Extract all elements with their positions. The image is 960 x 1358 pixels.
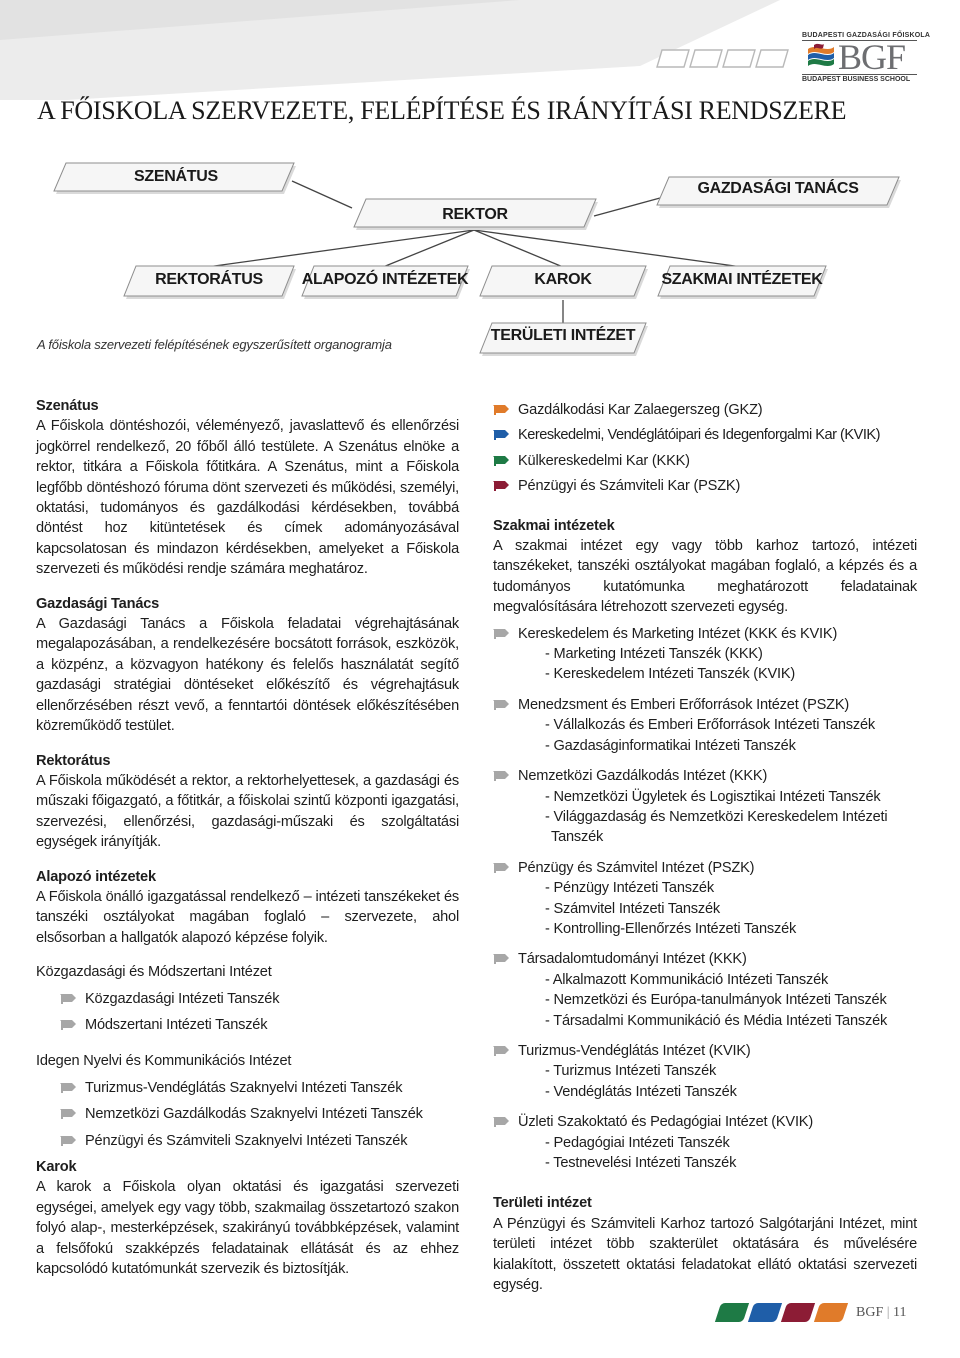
flag-icon bbox=[60, 1135, 77, 1146]
flag-icon bbox=[60, 1019, 77, 1030]
org-senate-label: SZENÁTUS bbox=[134, 168, 218, 185]
footer-swatch-blue bbox=[748, 1303, 782, 1322]
org-node-faculties bbox=[478, 265, 648, 297]
flag-icon bbox=[493, 770, 510, 781]
org-rector-label: REKTOR bbox=[442, 206, 508, 223]
org-node-professional-institutes bbox=[656, 265, 828, 297]
flag-icon bbox=[493, 1116, 510, 1127]
organogram-caption: A főiskola szervezeti felépítésének egyszerűsített organogramja bbox=[37, 337, 392, 352]
faculty-item: Külkereskedelmi Kar (KKK) bbox=[493, 451, 917, 471]
logo-bottom-text: BUDAPEST BUSINESS SCHOOL bbox=[802, 74, 917, 83]
logo-top-text: BUDAPESTI GAZDASÁGI FŐISKOLA bbox=[802, 32, 931, 39]
institute-block: Menedzsment és Emberi Erőforrások Intézet (PSZK) - Vállalkozás és Emberi Erőforrások Intézeti Tanszék - Gazdaságinformatikai Intézeti Tanszék bbox=[493, 695, 917, 756]
list-item: Módszertani Intézeti Tanszék bbox=[60, 1015, 459, 1035]
list-item: Pénzügyi és Számviteli Szaknyelvi Intézeti Tanszék bbox=[60, 1131, 459, 1151]
faculties-text: A karok a Főiskola olyan oktatási és igazgatási szervezeti egységei, amelyek egy vagy több, szakmailag összetartozó szakon folyó alap-, mesterképzések, szakirányú továbbképzések, valamint a felsőfokú szakképzés feladatainak ellátását és az ehhez kapcsolódó kutatómunkát szervezik és biztosítják. bbox=[36, 1179, 459, 1278]
org-faculties-label: KAROK bbox=[534, 271, 592, 288]
flag-icon bbox=[60, 1082, 77, 1093]
flag-icon bbox=[60, 1108, 77, 1119]
page-footer bbox=[714, 1303, 914, 1325]
basic-institutes-text: A Főiskola önálló igazgatással rendelkező – intézeti tanszékeket és tanszéki osztályokat magában foglaló – szervezete, ahol elsősorban a hallgatók alapozó képzése folyik. bbox=[36, 888, 459, 946]
flag-icon bbox=[493, 455, 510, 466]
org-node-rectorate bbox=[122, 265, 296, 297]
institute-block: Nemzetközi Gazdálkodás Intézet (KKK) - Nemzetközi Ügyletek és Logisztikai Intézeti Tanszék - Világgazdaság és Nemzetközi Kereskedelem Intézeti Tanszék bbox=[493, 766, 917, 848]
list-item: Közgazdasági Intézeti Tanszék bbox=[60, 989, 459, 1009]
org-node-economic-council bbox=[655, 176, 901, 208]
faculty-item: Kereskedelmi, Vendéglátóipari és Idegenforgalmi Kar (KVIK) bbox=[493, 425, 917, 445]
flag-icon bbox=[493, 1045, 510, 1056]
list-item: Turizmus-Vendéglátás Szaknyelvi Intézeti Tanszék bbox=[60, 1078, 459, 1098]
org-regional-institute-label: TERÜLETI INTÉZET bbox=[490, 327, 636, 344]
institute-block: Társadalomtudományi Intézet (KKK) - Alkalmazott Kommunikáció Intézeti Tanszék - Nemzetközi és Európa-tanulmányok Intézeti Tanszék - Társadalmi Kommunikáció és Média Intézeti Tanszék bbox=[493, 949, 917, 1031]
regional-institute-heading: Területi intézet bbox=[493, 1195, 592, 1212]
footer-swatch-orange bbox=[814, 1303, 848, 1322]
footer-swatch-red bbox=[781, 1303, 815, 1322]
org-basic-institutes-label: ALAPOZÓ INTÉZETEK bbox=[301, 271, 469, 288]
org-node-senate bbox=[52, 162, 296, 194]
prof-institutes-heading: Szakmai intézetek bbox=[493, 517, 615, 534]
flag-icon bbox=[60, 993, 77, 1004]
org-node-rector bbox=[352, 198, 598, 230]
logo-bgf-text: BGF bbox=[838, 37, 906, 77]
flag-icon bbox=[493, 699, 510, 710]
flag-icon bbox=[493, 404, 510, 415]
council-text: A Gazdasági Tanács a Főiskola feladatai végrehajtásának megalapozásában, a rendelkezésére bocsátott források, eszközök, a közpénz, a közvagyon hatékony és felelős használatát segítő gazdasági stratégiai döntéseket előkészítő és végrehajtásuk ellenőrzésében részt vevő, a fenntartói döntések előkészítésében közreműködő testület. bbox=[36, 616, 459, 735]
rectorate-text: A Főiskola működését a rektor, a rektorhelyettesek, a gazdasági és műszaki főigazgató, a főtitkár, a főiskolai szintű központi igazgatási, szervezési, ellenőrzési, gazdasági-műszaki és szolgáltatási egységek irányítják. bbox=[36, 772, 459, 851]
bgf-logo bbox=[802, 32, 931, 83]
page-number: BGF | 11 bbox=[856, 1305, 907, 1320]
prof-institutes-text: A szakmai intézet egy vagy több karhoz tartozó, intézeti tanszékeket, tanszéki osztályokat magában foglaló, a képzés és a tudományos kutatómunka meghatározott feladatainak megvalósítására létrehozott szervezeti egység. bbox=[493, 538, 917, 616]
org-professional-institutes-label: SZAKMAI INTÉZETEK bbox=[661, 271, 823, 288]
institute-2-title: Idegen Nyelvi és Kommunikációs Intézet bbox=[36, 1053, 292, 1070]
council-heading: Gazdasági Tanács bbox=[36, 595, 160, 612]
senate-heading: Szenátus bbox=[36, 398, 99, 414]
basic-institutes-heading: Alapozó intézetek bbox=[36, 868, 156, 885]
institute-block: Pénzügy és Számvitel Intézet (PSZK) - Pénzügy Intézeti Tanszék - Számvitel Intézeti Tanszék - Kontrolling-Ellenőrzés Intézeti Tanszék bbox=[493, 858, 917, 940]
faculty-item: Gazdálkodási Kar Zalaegerszeg (GKZ) bbox=[493, 400, 917, 420]
org-node-regional-institute bbox=[478, 322, 648, 354]
flag-icon bbox=[493, 628, 510, 639]
institute-block: Kereskedelem és Marketing Intézet (KKK és KVIK) - Marketing Intézeti Tanszék (KKK) - Kereskedelem Intézeti Tanszék (KVIK) bbox=[493, 624, 917, 685]
left-column bbox=[36, 396, 459, 1279]
faculties-heading: Karok bbox=[36, 1159, 77, 1175]
org-node-basic-institutes bbox=[300, 265, 470, 297]
org-rectorate-label: REKTORÁTUS bbox=[155, 271, 263, 288]
rectorate-heading: Rektorátus bbox=[36, 752, 111, 769]
institute-block: Turizmus-Vendéglátás Intézet (KVIK) - Turizmus Intézeti Tanszék - Vendéglátás Intézeti Tanszék bbox=[493, 1041, 917, 1102]
senate-text: A Főiskola döntéshozói, véleményező, javaslattevő és ellenőrzési jogkörrel rendelkező, 20 főből álló testülete. A Szenátus elnöke a rektor, titkára a Főiskola főtitkára. A Szenátus, mint a Főiskola legfőbb döntéshozó fóruma dönt szervezeti és működési, személyi, oktatási, tudományos és gazdálkodási kérdésekben, továbbá döntést hoz kitüntetések és címek adományozásával kapcsolatosan és mindazon kérdésekben, amelyeket a Főiskola szervezeti és működési rendje számára meghatároz. bbox=[36, 418, 459, 578]
footer-swatch-green bbox=[715, 1303, 749, 1322]
page-title: A FŐISKOLA SZERVEZETE, FELÉPÍTÉSE ÉS IRÁNYÍTÁSI RENDSZERE bbox=[37, 96, 847, 125]
org-economic-council-label: GAZDASÁGI TANÁCS bbox=[697, 180, 859, 197]
logo-wave-icon bbox=[806, 43, 836, 71]
right-column bbox=[493, 400, 917, 1295]
regional-institute-text: A Pénzügyi és Számviteli Karhoz tartozó Salgótarjáni Intézet, mint területi intézet több szakterület oktatására és művelésére kialakított, összetett oktatási feladatokat ellátó oktatási szervezeti egység. bbox=[493, 1215, 917, 1294]
flag-icon bbox=[493, 480, 510, 491]
flag-icon bbox=[493, 953, 510, 964]
flag-icon bbox=[493, 862, 510, 873]
institute-block: Üzleti Szakoktató és Pedagógiai Intézet (KVIK) - Pedagógiai Intézeti Tanszék - Testnevelési Intézeti Tanszék bbox=[493, 1112, 917, 1173]
flag-icon bbox=[493, 429, 510, 440]
institute-1-title: Közgazdasági és Módszertani Intézet bbox=[36, 964, 272, 981]
faculty-item: Pénzügyi és Számviteli Kar (PSZK) bbox=[493, 476, 917, 496]
list-item: Nemzetközi Gazdálkodás Szaknyelvi Intézeti Tanszék bbox=[60, 1104, 459, 1124]
